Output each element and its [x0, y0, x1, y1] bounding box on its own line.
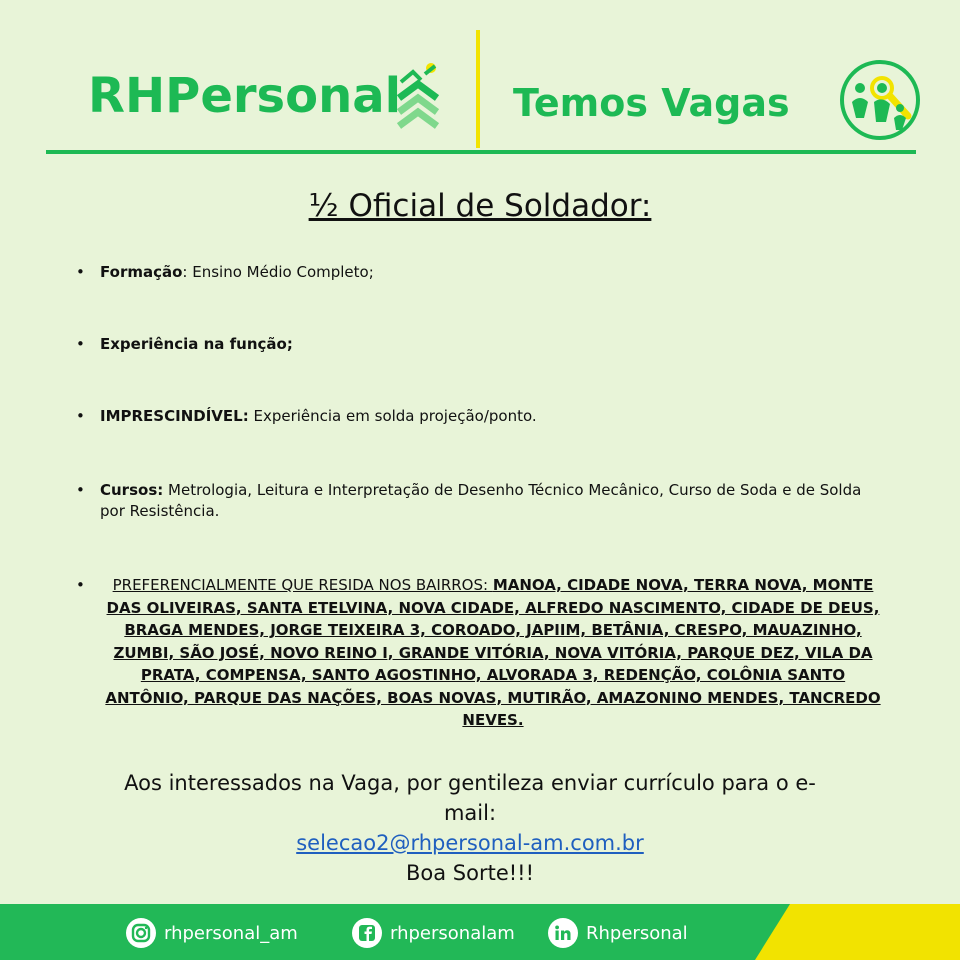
bullet-icon: • [76, 407, 85, 425]
header-underline [46, 150, 916, 154]
bullet-icon: • [76, 576, 85, 594]
requirement-text: : Ensino Médio Completo; [182, 263, 374, 281]
brand-chevron-icon [395, 60, 441, 130]
preference-label: PREFERENCIALMENTE QUE RESIDA NOS BAIRROS: [112, 576, 493, 594]
header [0, 0, 960, 160]
closing-text: Boa Sorte!!! [405, 861, 535, 885]
requirement-imprescindivel [76, 406, 886, 427]
requirement-text: Metrologia, Leitura e Interpretação de Desenho Técnico Mecânico, Curso de Soda e de Solda por Resistência. [100, 481, 862, 520]
requirement-label: IMPRESCINDÍVEL: [100, 407, 249, 425]
header-title: Temos Vagas [513, 81, 790, 125]
footer-bar [0, 904, 960, 960]
instagram-link[interactable] [126, 918, 298, 948]
instagram-icon [126, 918, 156, 948]
facebook-handle: rhpersonalam [390, 922, 515, 944]
requirement-label: Formação [100, 263, 183, 281]
neighborhood-list: MANOA, CIDADE NOVA, TERRA NOVA, MONTE DAS OLIVEIRAS, SANTA ETELVINA, NOVA CIDADE, ALFREDO NASCIMENTO, CIDADE DE DEUS, BRAGA MENDES, JORGE TEIXEIRA 3, COROADO, JAPIIM, BETÂNIA, CRESPO, MAUAZINHO, ZUMBI, SÃO JOSÉ, NOVO REINO I, GRANDE VITÓRIA, NOVA VITÓRIA, PARQUE DEZ, VILA DA PRATA, COMPENSA, SANTO AGOSTINHO, ALVORADA 3, REDENÇÃO, COLÔNIA SANTO ANTÔNIO, PARQUE DAS NAÇÕES, BOAS NOVAS, MUTIRÃO, AMAZONINO MENDES, TANCREDO NEVES. [105, 576, 881, 729]
linkedin-link[interactable] [548, 918, 688, 948]
requirement-formacao [76, 262, 886, 283]
header-divider [476, 30, 480, 148]
linkedin-handle: Rhpersonal [586, 922, 688, 944]
requirement-cursos [76, 480, 886, 522]
instagram-handle: rhpersonal_am [164, 922, 298, 944]
facebook-icon [352, 918, 382, 948]
brand-logo-text: RHPersonal [88, 68, 402, 124]
bullet-icon: • [76, 335, 85, 353]
requirement-label: Experiência na função; [100, 335, 293, 353]
job-title: ½ Oficial de Soldador: [308, 188, 652, 224]
linkedin-icon [548, 918, 578, 948]
email-link[interactable]: selecao2@rhpersonal-am.com.br [296, 831, 644, 855]
requirement-label: Cursos: [100, 481, 164, 499]
facebook-link[interactable] [352, 918, 515, 948]
bullet-icon: • [76, 481, 85, 499]
preference-neighborhoods [76, 574, 886, 732]
requirement-experiencia [76, 334, 886, 355]
bullet-icon: • [76, 263, 85, 281]
requirement-text: Experiência em solda projeção/ponto. [248, 407, 537, 425]
recruitment-emblem-icon [838, 58, 922, 142]
cta-text: Aos interessados na Vaga, por gentileza enviar currículo para o e-mail: [124, 771, 816, 825]
application-instructions [100, 768, 840, 888]
